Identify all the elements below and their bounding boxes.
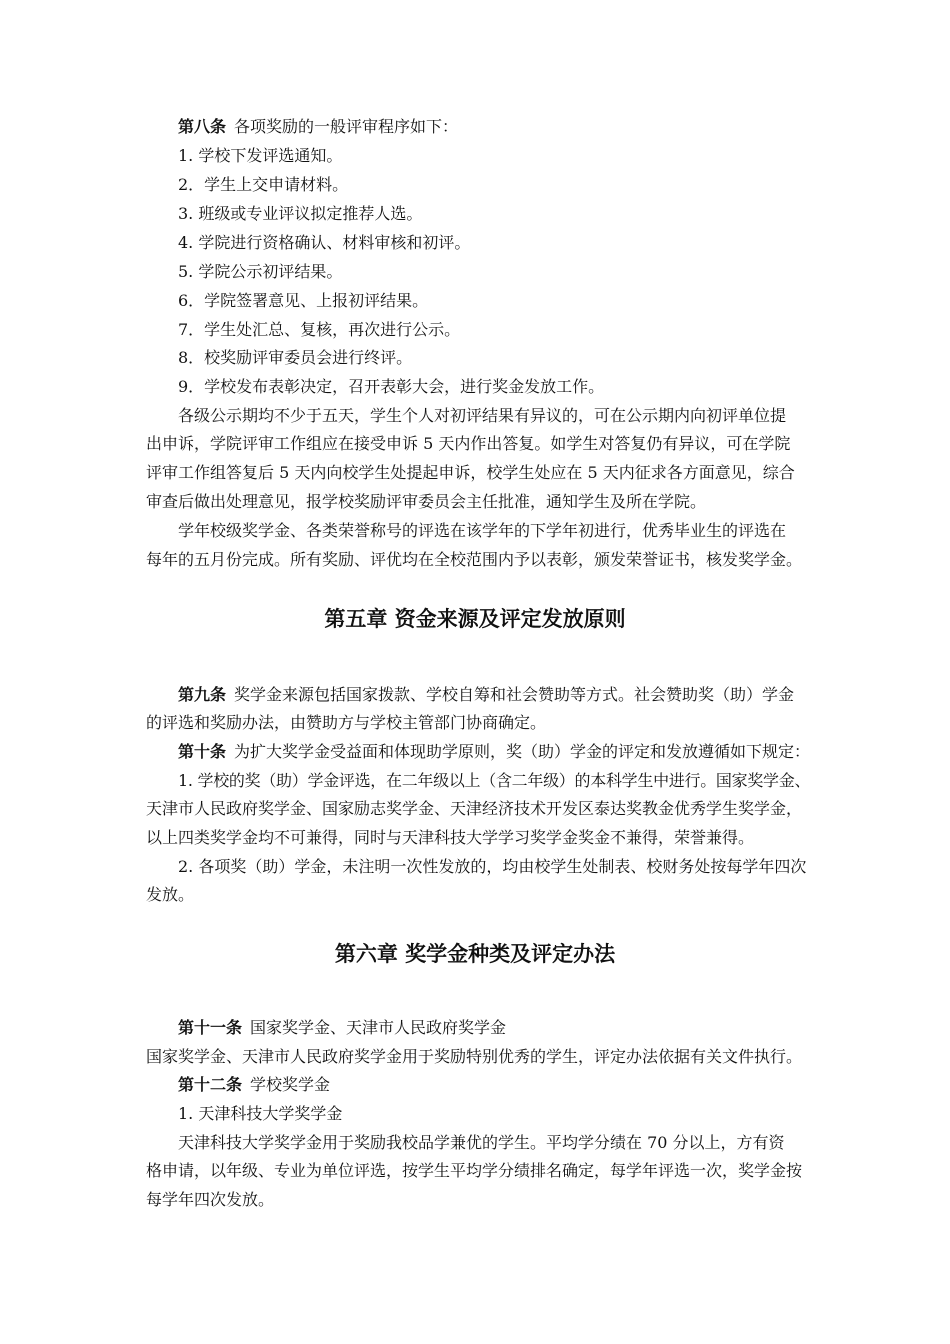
timing-paragraph-line: 学年校级奖学金、各类荣誉称号的评选在该学年的下学年初进行，优秀毕业生的评选在 [178,521,787,540]
article-9-label: 第九条 [178,685,227,704]
procedure-step-1: 1. 学校下发评选通知。 [178,146,343,165]
appeal-paragraph-line: 出申诉，学院评审工作组应在接受申诉 5 天内作出答复。如学生对答复仍有异议，可在学院 [146,434,791,453]
article-8-text: 各项奖励的一般评审程序如下： [234,117,459,136]
procedure-step-2: 2．学生上交申请材料。 [178,175,349,194]
scholarship-subtitle: 1. 天津科技大学奖学金 [178,1104,343,1123]
scholarship-body-line: 格申请，以年级、专业为单位评选，按学生平均学分绩排名确定，每学年评选一次，奖学金按 [146,1161,803,1180]
article-12 [0,1074,950,1096]
appeal-paragraph-line: 评审工作组答复后 5 天内向校学生处提起申诉，校学生处应在 5 天内征求各方面意见，综合 [146,463,795,482]
procedure-step-7: 7．学生处汇总、复核，再次进行公示。 [178,320,461,339]
article-11-label: 第十一条 [178,1018,243,1037]
procedure-step-6: 6．学院签署意见、上报初评结果。 [178,291,429,310]
article-9 [0,684,950,706]
procedure-step-4: 4. 学院进行资格确认、材料审核和初评。 [178,233,471,252]
article-10 [0,741,950,763]
article-11 [0,1017,950,1039]
article-8 [0,116,950,138]
appeal-paragraph-line: 审查后做出处理意见，报学校奖励评审委员会主任批准，通知学生及所在学院。 [146,492,707,511]
rule-1-line: 以上四类奖学金均不可兼得，同时与天津科技大学学习奖学金奖金不兼得，荣誉兼得。 [146,828,755,847]
article-11-text: 国家奖学金、天津市人民政府奖学金 [250,1018,507,1037]
scholarship-body-line: 每学年四次发放。 [146,1190,275,1209]
rule-2-line: 2. 各项奖（助）学金，未注明一次性发放的，均由校学生处制表、校财务处按每学年四次 [178,857,807,876]
timing-paragraph-line: 每年的五月份完成。所有奖励、评优均在全校范围内予以表彰，颁发荣誉证书，核发奖学金。 [146,550,803,569]
rule-1-line: 天津市人民政府奖学金、国家励志奖学金、天津经济技术开发区泰达奖教金优秀学生奖学金， [146,799,803,818]
article-9-continued: 的评选和奖励办法，由赞助方与学校主管部门协商确定。 [146,713,547,732]
article-8-label: 第八条 [178,117,227,136]
rule-1-line: 1. 学校的奖（助）学金评选，在二年级以上（含二年级）的本科学生中进行。国家奖学金、 [178,771,811,790]
procedure-step-8: 8．校奖励评审委员会进行终评。 [178,348,413,367]
article-12-text: 学校奖学金 [250,1075,331,1094]
chapter-6-title: 第六章 奖学金种类及评定办法 [334,942,616,966]
procedure-step-5: 5. 学院公示初评结果。 [178,262,343,281]
article-10-text: 为扩大奖学金受益面和体现助学原则，奖（助）学金的评定和发放遵循如下规定： [234,742,811,761]
scholarship-body-line: 天津科技大学奖学金用于奖励我校品学兼优的学生。平均学分绩在 70 分以上，方有资 [178,1133,785,1152]
rule-2-line: 发放。 [146,885,195,904]
article-11-body: 国家奖学金、天津市人民政府奖学金用于奖励特别优秀的学生，评定办法依据有关文件执行。 [146,1047,803,1066]
procedure-step-3: 3. 班级或专业评议拟定推荐人选。 [178,204,423,223]
chapter-5-title: 第五章 资金来源及评定发放原则 [324,607,626,631]
article-12-label: 第十二条 [178,1075,243,1094]
procedure-step-9: 9．学校发布表彰决定，召开表彰大会，进行奖金发放工作。 [178,377,605,396]
article-9-text: 奖学金来源包括国家拨款、学校自筹和社会赞助等方式。社会赞助奖（助）学金 [234,685,795,704]
article-10-label: 第十条 [178,742,227,761]
appeal-paragraph-line: 各级公示期均不少于五天，学生个人对初评结果有异议的，可在公示期内向初评单位提 [178,406,787,425]
